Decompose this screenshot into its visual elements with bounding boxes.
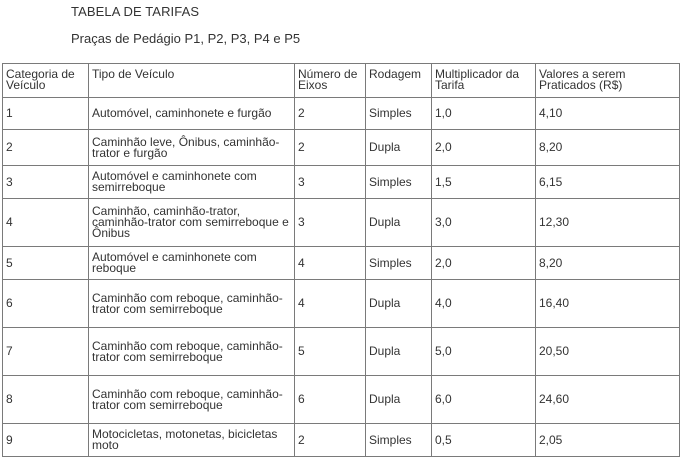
- cell-tipo: Automóvel e caminhonete com semirreboque: [89, 166, 295, 199]
- cell-valor: 8,20: [536, 247, 680, 280]
- cell-rodagem: Simples: [366, 424, 432, 457]
- cell-eixos: 2: [295, 130, 366, 166]
- header-valores: Valores a serem Praticados (R$): [536, 64, 680, 98]
- cell-rodagem: Dupla: [366, 376, 432, 424]
- header-eixos: Número de Eixos: [295, 64, 366, 98]
- cell-categoria: 6: [3, 280, 89, 328]
- cell-tipo: Caminhão com reboque, caminhão-trator com semirreboque: [89, 280, 295, 328]
- cell-valor: 2,05: [536, 424, 680, 457]
- table-header-row: [3, 64, 680, 98]
- cell-multiplicador: 5,0: [432, 328, 536, 376]
- cell-multiplicador: 6,0: [432, 376, 536, 424]
- cell-eixos: 6: [295, 376, 366, 424]
- cell-categoria: 8: [3, 376, 89, 424]
- cell-valor: 8,20: [536, 130, 680, 166]
- cell-eixos: 4: [295, 247, 366, 280]
- cell-rodagem: Dupla: [366, 130, 432, 166]
- cell-multiplicador: 3,0: [432, 199, 536, 247]
- cell-eixos: 3: [295, 199, 366, 247]
- cell-categoria: 5: [3, 247, 89, 280]
- cell-rodagem: Simples: [366, 247, 432, 280]
- cell-tipo: Automóvel e caminhonete com reboque: [89, 247, 295, 280]
- table-row: [3, 424, 680, 457]
- cell-categoria: 9: [3, 424, 89, 457]
- cell-tipo: Caminhão leve, Ônibus, caminhão-trator e furgão: [89, 130, 295, 166]
- header-multiplicador: Multiplicador da Tarifa: [432, 64, 536, 98]
- cell-eixos: 4: [295, 280, 366, 328]
- cell-rodagem: Dupla: [366, 328, 432, 376]
- tariff-table: [2, 63, 680, 457]
- cell-valor: 20,50: [536, 328, 680, 376]
- header-categoria: Categoria de Veículo: [3, 64, 89, 98]
- cell-rodagem: Simples: [366, 166, 432, 199]
- cell-categoria: 2: [3, 130, 89, 166]
- table-row: [3, 376, 680, 424]
- cell-tipo: Caminhão com reboque, caminhão-trator com semirreboque: [89, 328, 295, 376]
- cell-eixos: 5: [295, 328, 366, 376]
- cell-categoria: 7: [3, 328, 89, 376]
- header-tipo: Tipo de Veículo: [89, 64, 295, 98]
- cell-tipo: Automóvel, caminhonete e furgão: [89, 98, 295, 130]
- table-row: [3, 280, 680, 328]
- cell-valor: 12,30: [536, 199, 680, 247]
- cell-multiplicador: 4,0: [432, 280, 536, 328]
- cell-rodagem: Dupla: [366, 280, 432, 328]
- cell-valor: 4,10: [536, 98, 680, 130]
- cell-multiplicador: 2,0: [432, 247, 536, 280]
- cell-rodagem: Simples: [366, 98, 432, 130]
- table-row: [3, 166, 680, 199]
- cell-valor: 6,15: [536, 166, 680, 199]
- cell-categoria: 4: [3, 199, 89, 247]
- cell-valor: 24,60: [536, 376, 680, 424]
- table-row: [3, 98, 680, 130]
- page-title: TABELA DE TARIFAS: [71, 4, 200, 19]
- page-subtitle: Praças de Pedágio P1, P2, P3, P4 e P5: [71, 31, 301, 46]
- table-row: [3, 247, 680, 280]
- cell-multiplicador: 2,0: [432, 130, 536, 166]
- table-row: [3, 328, 680, 376]
- cell-categoria: 1: [3, 98, 89, 130]
- cell-eixos: 3: [295, 166, 366, 199]
- cell-multiplicador: 1,5: [432, 166, 536, 199]
- cell-eixos: 2: [295, 98, 366, 130]
- cell-rodagem: Dupla: [366, 199, 432, 247]
- table-row: [3, 199, 680, 247]
- cell-tipo: Caminhão, caminhão-trator, caminhão-trator com semirreboque e Ônibus: [89, 199, 295, 247]
- cell-multiplicador: 0,5: [432, 424, 536, 457]
- table-row: [3, 130, 680, 166]
- header-rodagem: Rodagem: [366, 64, 432, 98]
- cell-categoria: 3: [3, 166, 89, 199]
- cell-valor: 16,40: [536, 280, 680, 328]
- cell-tipo: Caminhão com reboque, caminhão-trator com semirreboque: [89, 376, 295, 424]
- cell-multiplicador: 1,0: [432, 98, 536, 130]
- cell-tipo: Motocicletas, motonetas, bicicletas moto: [89, 424, 295, 457]
- cell-eixos: 2: [295, 424, 366, 457]
